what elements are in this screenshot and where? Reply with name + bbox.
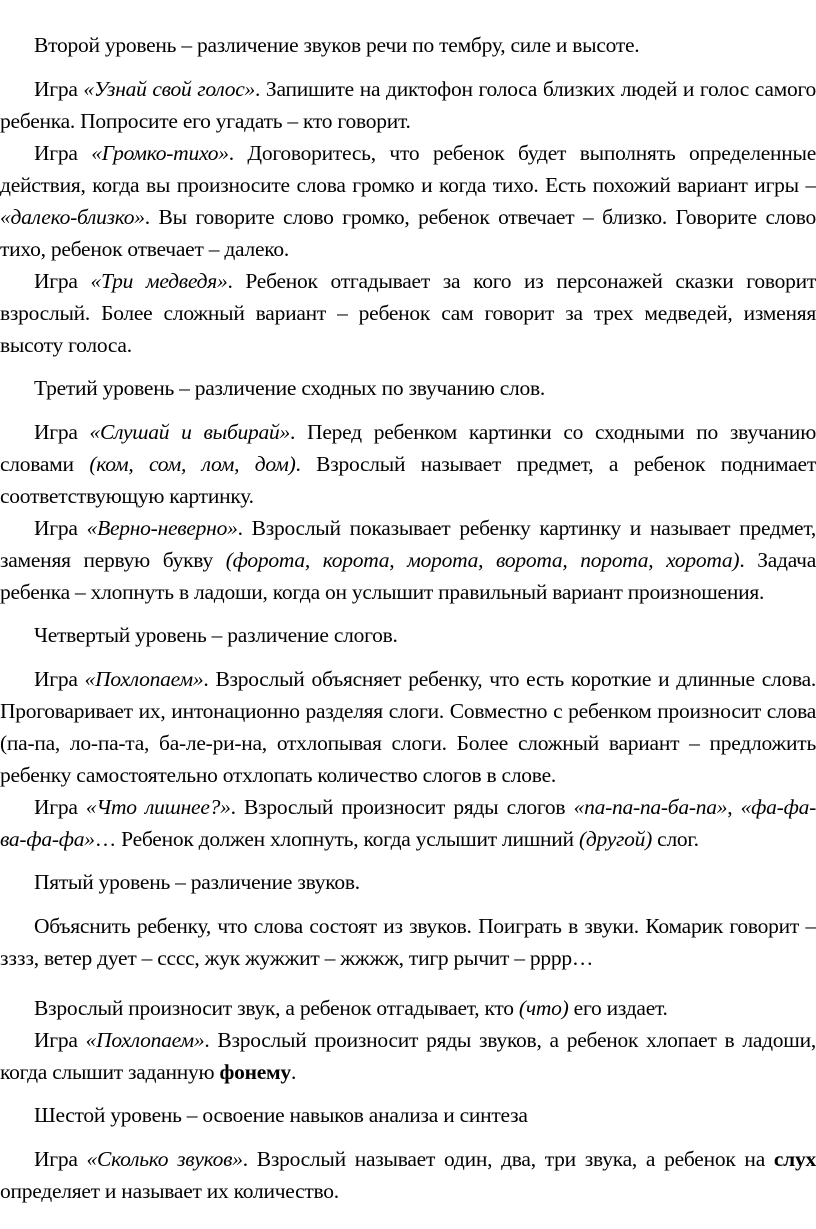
text-run: . Договоритесь, что ребенок будет выполнять определенные действия, когда вы произносите слова громко и когда тихо. Есть похожий вариант игры – <box>0 141 816 197</box>
paragraph <box>0 416 816 512</box>
bold-text: фонему <box>219 1060 291 1084</box>
italic-text: «далеко-близко» <box>0 205 145 229</box>
paragraph <box>0 992 816 1024</box>
italic-text: (ком, сом, лом, дом) <box>89 452 296 476</box>
italic-text: «Что лишнее?» <box>85 795 231 819</box>
text-run: . Перед ребенком картинки со сходными по звучанию словами <box>0 420 816 476</box>
text-run: определяет и называет их количество. <box>0 1179 339 1203</box>
text-run: Игра <box>34 1147 87 1171</box>
italic-text: «фа-фа-ва-фа-фа» <box>0 795 816 851</box>
italic-text: «Похлопаем» <box>84 667 204 691</box>
italic-text: «Похлопаем» <box>85 1028 205 1052</box>
section-heading <box>0 619 816 651</box>
paragraph <box>0 137 816 265</box>
paragraph <box>0 663 816 791</box>
italic-text: «Слушай и выбирай» <box>89 420 291 444</box>
text-run: Пятый уровень – различение звуков. <box>34 870 360 894</box>
text-run: Игра <box>34 269 91 293</box>
text-run: . Взрослый показывает ребенку картинку и называет предмет, заменяя первую букву <box>0 516 816 572</box>
italic-text: «Верно-неверно» <box>86 516 238 540</box>
italic-text: «Сколько звуков» <box>86 1147 243 1171</box>
section-heading <box>0 1099 816 1131</box>
text-run: . Взрослый объясняет ребенку, что есть короткие и длинные слова. Проговаривает их, интонационно разделяя слоги. Совместно с ребенком произносит слова (па-па, ло-па-та, ба-ле-ри-на, отхлопывая слоги. Более сложный вариант – предложить ребенку самостоятельно отхлопать количество слогов в слове. <box>0 667 816 787</box>
text-run: Четвертый уровень – различение слогов. <box>34 623 398 647</box>
text-run: Игра <box>34 516 87 540</box>
text-run: Взрослый произносит звук, а ребенок отгадывает, кто <box>34 996 519 1020</box>
text-run: . Взрослый называет предмет, а ребенок поднимает соответствующую картинку. <box>0 452 816 508</box>
text-run: Игра <box>34 667 85 691</box>
text-run: Третий уровень – различение сходных по звучанию слов. <box>34 376 546 400</box>
paragraph <box>0 265 816 361</box>
italic-text: (другой) <box>578 827 653 851</box>
italic-text: «Три медведя» <box>90 269 228 293</box>
text-run: . Взрослый называет один, два, три звука, а ребенок на <box>242 1147 774 1171</box>
italic-text: «Узнай свой голос» <box>83 77 256 101</box>
section-heading <box>0 29 816 61</box>
bold-text: слух <box>773 1147 816 1171</box>
paragraph <box>0 512 816 608</box>
text-run: Объяснить ребенку, что слова состоят из звуков. Поиграть в звуки. Комарик говорит – зззз, ветер дует – сссс, жук жужжит – жжжж, тигр рычит – рррр… <box>0 914 816 970</box>
section-heading <box>0 372 816 404</box>
text-run: . Вы говорите слово громко, ребенок отвечает – близко. Говорите слово тихо, ребенок отвечает – далеко. <box>0 205 816 261</box>
italic-text: (что) <box>518 996 569 1020</box>
paragraph <box>0 791 816 855</box>
italic-text: (форота, корота, морота, ворота, порота, хорота) <box>225 548 740 572</box>
text-run: Игра <box>34 420 90 444</box>
text-run: слог. <box>652 827 699 851</box>
text-run: Игра <box>34 795 86 819</box>
paragraph <box>0 1143 816 1207</box>
text-run: Игра <box>34 1028 86 1052</box>
text-run: . Взрослый произносит ряды слогов <box>230 795 574 819</box>
text-run: . Взрослый произносит ряды звуков, а ребенок хлопает в ладоши, когда слышит заданную <box>0 1028 816 1084</box>
text-run: . Задача ребенка – хлопнуть в ладоши, когда он услышит правильный вариант произношения. <box>0 548 816 604</box>
text-run: . Запишите на диктофон голоса близких людей и голос самого ребенка. Попросите его угадать – кто говорит. <box>0 77 816 133</box>
text-run: Игра <box>34 141 92 165</box>
text-run: Шестой уровень – освоение навыков анализа и синтеза <box>34 1103 528 1127</box>
section-heading <box>0 866 816 898</box>
text-run: … Ребенок должен хлопнуть, когда услышит лишний <box>94 827 579 851</box>
paragraph <box>0 73 816 137</box>
text-run: Второй уровень – различение звуков речи по тембру, силе и высоте. <box>34 33 640 57</box>
text-run: . Ребенок отгадывает за кого из персонажей сказки говорит взрослый. Более сложный вариант – ребенок сам говорит за трех медведей, изменяя высоту голоса. <box>0 269 816 357</box>
italic-text: «Громко-тихо» <box>91 141 229 165</box>
text-run: . <box>290 1060 297 1084</box>
text-run: его издает. <box>568 996 668 1020</box>
text-run: , <box>727 795 741 819</box>
italic-text: «па-па-па-ба-па» <box>573 795 728 819</box>
text-run: Игра <box>34 77 84 101</box>
paragraph <box>0 1024 816 1088</box>
paragraph <box>0 910 816 974</box>
